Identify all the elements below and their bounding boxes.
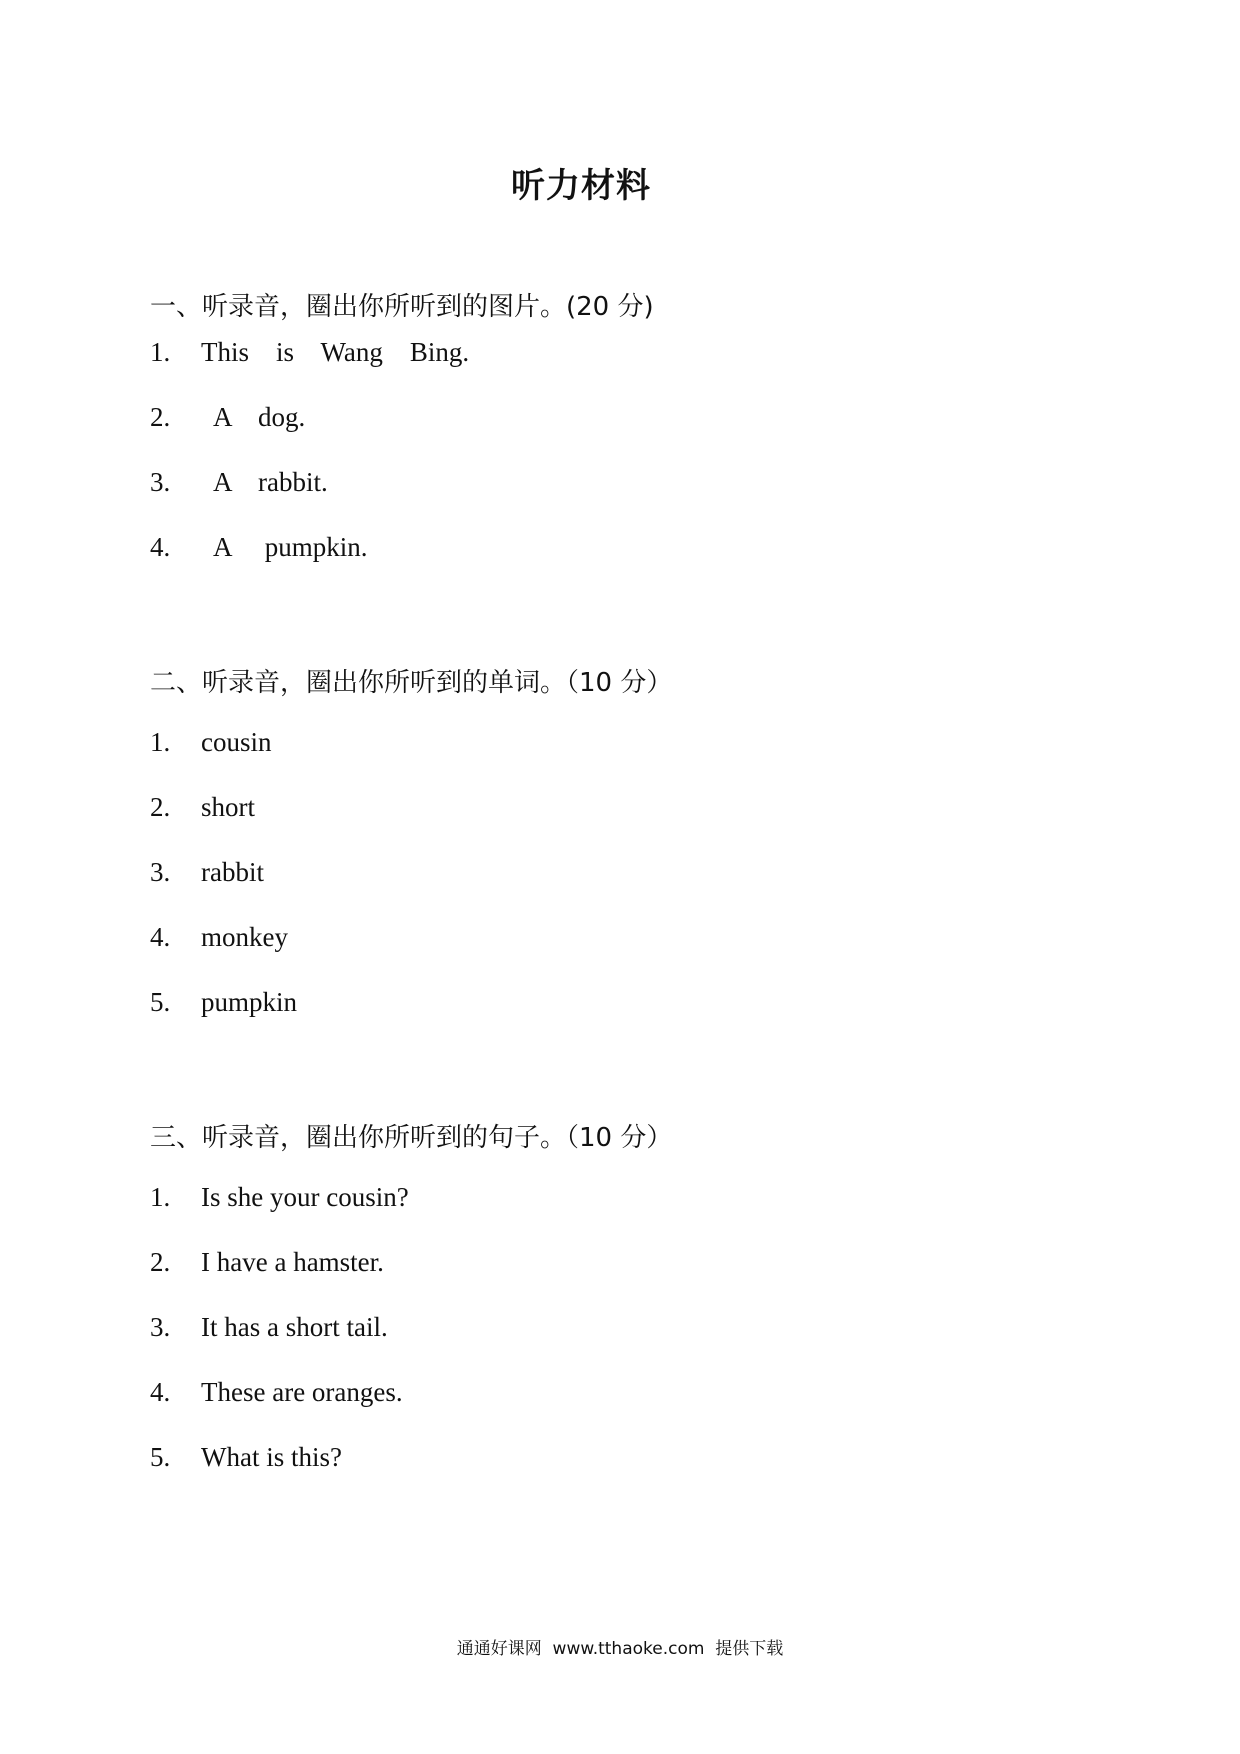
item-number: 3. xyxy=(150,467,171,497)
list-item xyxy=(150,987,297,1018)
section-1-heading: 一、听录音，圈出你所听到的图片。(20 分) xyxy=(150,292,654,322)
list-item xyxy=(150,1182,409,1213)
item-number: 4. xyxy=(150,532,171,562)
list-item xyxy=(150,402,305,433)
item-number: 2. xyxy=(150,1247,171,1277)
list-item xyxy=(150,532,368,563)
list-item xyxy=(150,727,272,758)
item-text: A dog. xyxy=(201,402,306,432)
section-3-heading: 三、听录音，圈出你所听到的句子。（10 分） xyxy=(150,1123,673,1153)
item-text: I have a hamster. xyxy=(201,1247,384,1277)
item-text: This is Wang Bing. xyxy=(201,337,470,367)
item-number: 2. xyxy=(150,402,171,432)
item-number: 1. xyxy=(150,1182,171,1212)
item-number: 1. xyxy=(150,337,171,367)
item-text: A rabbit. xyxy=(201,467,328,497)
item-text: short xyxy=(201,792,255,822)
item-text: These are oranges. xyxy=(201,1377,403,1407)
list-item xyxy=(150,1312,388,1343)
item-text: pumpkin xyxy=(201,987,298,1017)
item-number: 5. xyxy=(150,1442,171,1472)
list-item xyxy=(150,1247,384,1278)
list-item xyxy=(150,922,288,953)
list-item xyxy=(150,467,328,498)
item-text: What is this? xyxy=(201,1442,342,1472)
list-item xyxy=(150,857,264,888)
item-number: 3. xyxy=(150,1312,171,1342)
item-text: A pumpkin. xyxy=(201,532,368,562)
item-text: cousin xyxy=(201,727,272,757)
item-number: 5. xyxy=(150,987,171,1017)
item-number: 2. xyxy=(150,792,171,822)
list-item xyxy=(150,337,469,368)
item-text: rabbit xyxy=(201,857,264,887)
item-number: 4. xyxy=(150,1377,171,1407)
item-number: 3. xyxy=(150,857,171,887)
list-item xyxy=(150,1442,342,1473)
item-number: 1. xyxy=(150,727,171,757)
list-item xyxy=(150,792,255,823)
footer-credit: 通通好课网 www.tthaoke.com 提供下载 xyxy=(456,1639,784,1659)
page-title: 听力材料 xyxy=(511,166,651,206)
item-text: Is she your cousin? xyxy=(201,1182,409,1212)
item-text: monkey xyxy=(201,922,288,952)
item-text: It has a short tail. xyxy=(201,1312,388,1342)
section-2-heading: 二、听录音，圈出你所听到的单词。（10 分） xyxy=(150,668,673,698)
list-item xyxy=(150,1377,403,1408)
item-number: 4. xyxy=(150,922,171,952)
